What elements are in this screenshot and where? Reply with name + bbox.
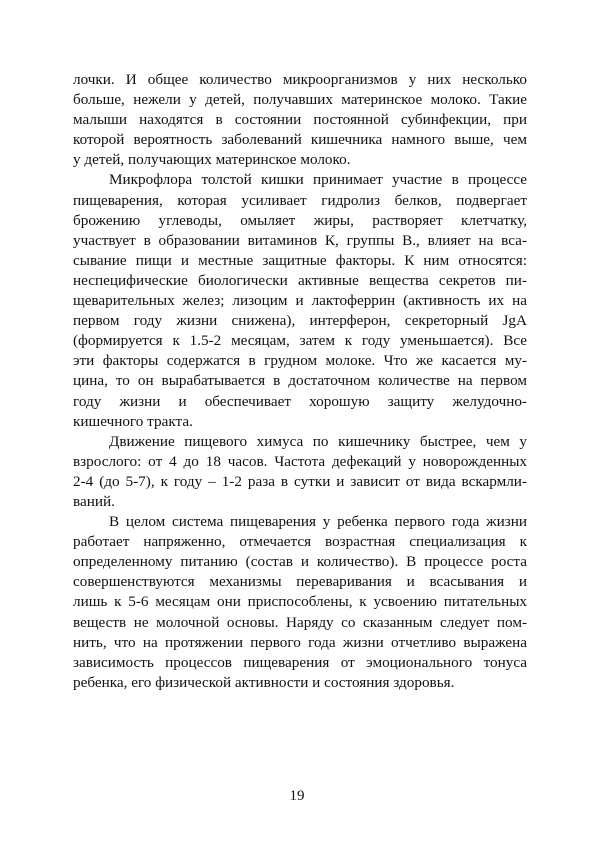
text-line: взрослого: от 4 до 18 часов. Частота дефекаций у новорожденных [73, 452, 527, 470]
paragraph-1 [73, 70, 527, 170]
text-line: неспецифические биологически активные вещества секретов пи- [73, 271, 527, 289]
text-line: участвует в образовании витаминов К, группы В., влияет на вса- [73, 231, 527, 249]
text-line: у детей, получающих материнское молоко. [73, 151, 351, 169]
text-line: Микрофлора толстой кишки принимает участие в процессе [109, 171, 527, 189]
text-line: зависимость процессов пищеварения от эмоционального тонуса [73, 653, 527, 671]
text-line: совершенствуются механизмы переваривания и всасывания и [73, 573, 527, 591]
text-line: щеварительных желез; лизоцим и лактоферрин (активность их на [73, 292, 527, 310]
text-line: лишь к 5-6 месяцам они приспособлены, к усвоению питательных [73, 593, 527, 611]
page-body [73, 70, 527, 693]
text-line: В целом система пищеварения у ребенка первого года жизни [109, 513, 527, 531]
text-line: малыши находятся в состоянии постоянной субинфекции, при [73, 111, 527, 129]
paragraph-4 [73, 512, 527, 693]
text-line: определенному питанию (состав и количество). В процессе роста [73, 553, 527, 571]
text-line: (формируется к 1.5-2 месяцам, затем к году уменьшается). Все [73, 332, 527, 350]
text-line: которой вероятность заболеваний кишечника намного выше, чем [73, 131, 527, 149]
text-line: ваний. [73, 492, 115, 510]
page-number: 19 [289, 788, 305, 804]
text-line: эти факторы содержатся в грудном молоке. Что же касается му- [73, 352, 527, 370]
text-line: ребенка, его физической активности и состояния здоровья. [73, 673, 455, 691]
text-line: году жизни и обеспечивает хорошую защиту желудочно- [73, 392, 527, 410]
text-line: нить, что на протяжении первого года жизни отчетливо выражена [73, 633, 527, 651]
text-line: Движение пищевого химуса по кишечнику быстрее, чем у [109, 432, 527, 450]
text-line: 2-4 (до 5-7), к году – 1-2 раза в сутки и зависит от вида вскармли- [73, 472, 527, 490]
text-line: кишечного тракта. [73, 412, 193, 430]
text-line: веществ не молочной основы. Наряду со сказанным следует пом- [73, 613, 527, 631]
text-line: пищеварения, которая усиливает гидролиз белков, подвергает [73, 191, 527, 209]
paragraph-3 [73, 432, 527, 512]
text-line: лочки. И общее количество микроорганизмов у них несколько [73, 71, 527, 88]
text-line: брожению углеводы, омыляет жиры, растворяет клетчатку, [73, 211, 527, 229]
text-line: больше, нежели у детей, получавших материнское молоко. Такие [73, 91, 527, 109]
text-line: работает напряженно, отмечается возрастная специализация к [73, 533, 527, 551]
paragraph-2 [73, 170, 527, 431]
text-line: первом году жизни снижена), интерферон, секреторный JgA [73, 312, 527, 330]
text-line: цина, то он вырабатывается в достаточном количестве на первом [73, 372, 527, 390]
text-line: сывание пищи и местные защитные факторы. К ним относятся: [73, 251, 527, 269]
